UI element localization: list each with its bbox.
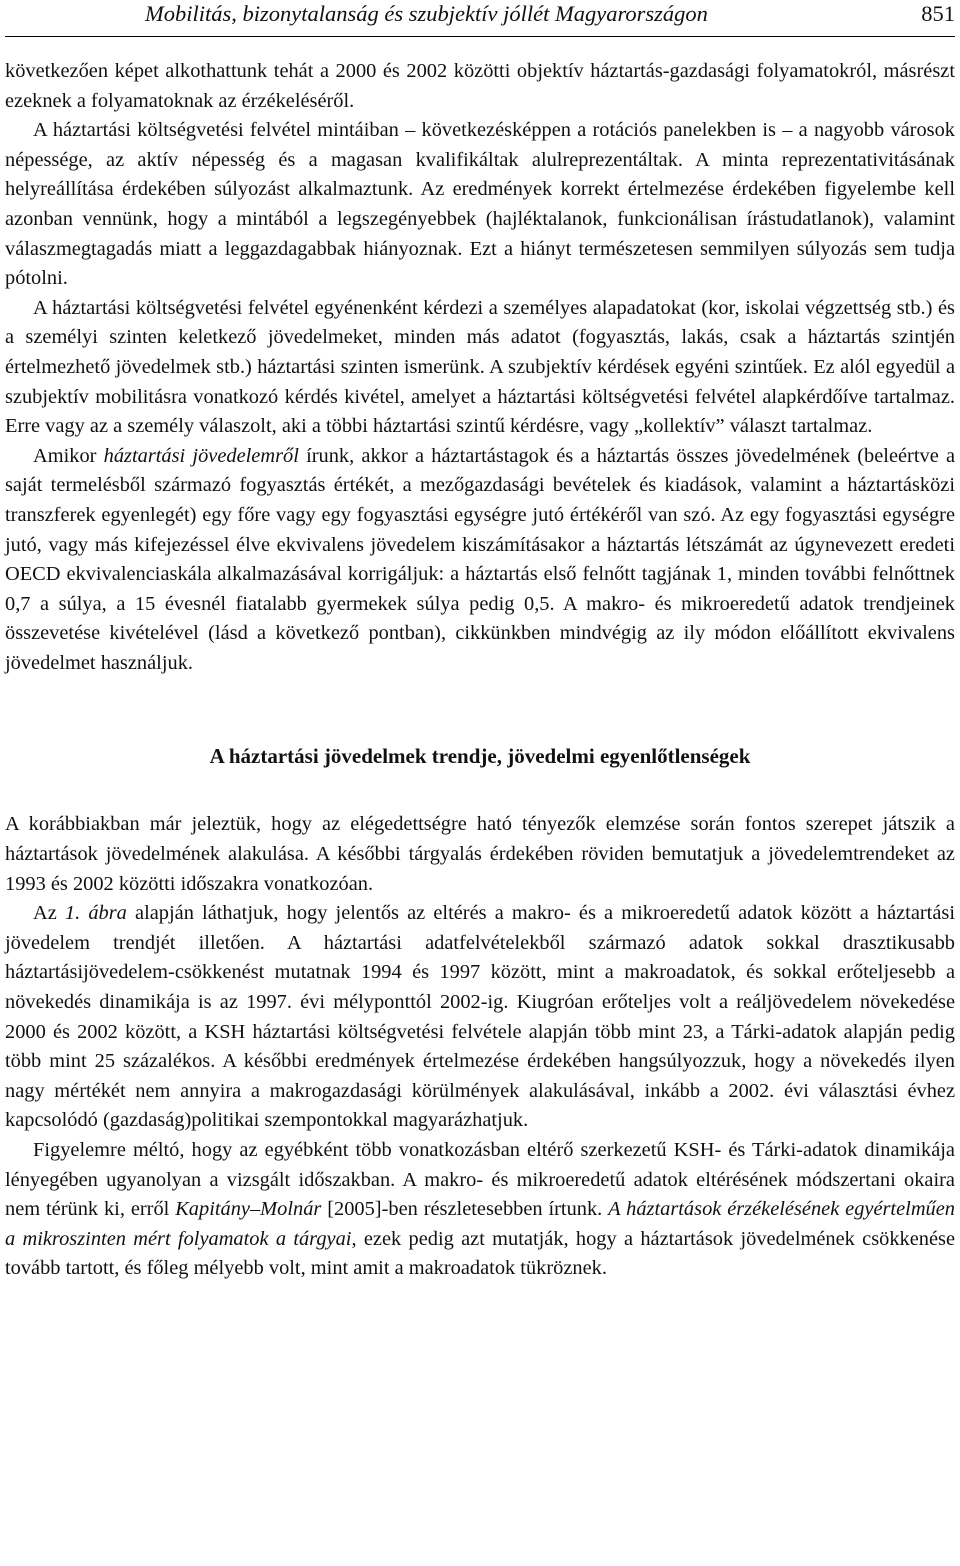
text-run: Az [33, 902, 65, 925]
running-title: Mobilitás, bizonytalanság és szubjektív jóllét Magyarországon [145, 1, 708, 26]
text-run: Amikor [33, 444, 104, 467]
citation-authors: Kapitány–Molnár [175, 1198, 322, 1221]
paragraph-household-income [5, 442, 955, 679]
paragraph-continuation: következően képet alkothattunk tehát a 2000 és 2002 közötti objektív háztartás-gazdasági folyamatokról, másrészt ezeknek a folyamatoknak az érzékeléséről. [5, 60, 955, 112]
paragraph-income-trends-intro: A korábbiakban már jeleztük, hogy az elégedettségre ható tényezők elemzése során fontos szerepet játszik a háztartások jövedelmének alakulása. A későbbi tárgyalás érdekében röviden bemutatjuk a jövedelemtrendeket az 1993 és 2002 közötti időszakra vonatkozóan. [5, 813, 955, 895]
document-body [5, 37, 955, 1284]
page-number: 851 [921, 1, 955, 26]
text-run: Figyelemre méltó, hogy az egyébként több vonatkozásban eltérő szerkezetű KSH- és Tárki-adatok dinamikája lényegében ugyanolyan a vizsgált időszakban. A makro- és mikroeredetű adatok eltérésének módszertani okaira nem térünk ki, erről [5, 1139, 955, 1221]
text-run: írunk, akkor a háztartástagok és a háztartás összes jövedelmének (beleértve a saját termelésből származó fogyasztás értékét, a mezőgazdasági bevételek és kiadások, valamint a háztartásközi transzferek egyenlegét) egy főre vagy egy fogyasztási egységre jutó értékéről van szó. Az egy fogyasztási egységre jutó, vagy más kifejezéssel élve ekvivalens jövedelem kiszámításakor a háztartás létszámát az úgynevezett eredeti OECD ekvivalenciaskála alkalmazásával korrigáljuk: a háztartás első felnőtt tagjának 1, minden további felnőttnek 0,7 a súlya, a 15 évesnél fiatalabb gyermekek súlya pedig 0,5. A makro- és mikroeredetű adatok trendjeinek összevetése kivételével (lásd a következő pontban), cikkünkben mindvégig az ily módon előállított ekvivalens jövedelmet használjuk. [5, 444, 955, 674]
running-header [5, 0, 955, 37]
paragraph-sample-weighting: A háztartási költségvetési felvétel mintáiban – következésképpen a rotációs panelekben is – a nagyobb városok népessége, az aktív népesség és a magasan kvalifikáltak alulreprezentáltak. A minta reprezentativitásának helyreállítása érdekében súlyozást alkalmaztunk. Az eredmények korrekt értelmezése érdekében figyelembe kell azonban vennünk, hogy a mintából a legszegényebbek (hajléktalanok, funkcionálisan írástudatlanok), valamint válaszmegtagadás miatt a leggazdagabbak hiányoznak. Ezt a hiányt természetesen semmilyen súlyozás sem tudja pótolni. [5, 119, 955, 290]
paragraph-survey-structure: A háztartási költségvetési felvétel egyénenként kérdezi a személyes alapadatokat (kor, iskolai végzettség stb.) és a személyi szinten keletkező jövedelmeket, minden más adatot (fogyasztás, lakás, csak a háztartás szintjén értelmezhető jövedelmek stb.) háztartási szinten ismerünk. A szubjektív kérdések egyéni szintűek. Ez alól egyedül a szubjektív mobilitásra vonatkozó kérdés kivétel, amelyet a háztartási költségvetési felvétel alapkérdőíve tartalmaz. Erre vagy az a személy válaszolt, aki a többi háztartási szintű kérdésre, vagy „kollektív” választ tartalmaz. [5, 296, 955, 438]
emphasis-term: háztartási jövedelemről [103, 444, 299, 467]
text-run: , ezek pedig azt mutatják, hogy a háztartások jövedelmének csökkenése tovább tartott, és főleg mélyebb volt, mint amit a makroadatok tükröznek. [5, 1227, 955, 1280]
text-run: alapján láthatjuk, hogy jelentős az eltérés a makro- és a mikroeredetű adatok között a háztartási jövedelem trendjét illetően. A háztartási adatfelvételekből származó adatok sokkal drasztikusabb háztartásijövedelem-csökkenést mutatnak 1994 és 1997 között, mint a makroadatok, és sokkal erőteljesebb a növekedés dinamikája is az 1997. évi mélyponttól 2002-ig. Kiugróan erőteljes volt a reáljövedelem növekedése 2000 és 2002 között, a KSH háztartási költségvetési felvétele alapján több mint 23, a Tárki-adatok alapján pedig több mint 25 százalékos. A későbbi eredmények értelmezése érdekében hangsúlyozzuk, hogy a növekedés ilyen nagy mértékét nem annyira a makrogazdasági körülmények alakulásával, inkább a 2002. évi választási évhez kapcsolódó (gazdaság)politikai szempontokkal magyarázhatjuk. [5, 902, 956, 1132]
paragraph-figure-reference [5, 899, 955, 1136]
figure-reference: 1. ábra [64, 902, 127, 925]
emphasis-sentence: A háztartások érzékelésének egyértelműen a mikroszinten mért folyamatok a tárgyai [5, 1198, 955, 1250]
section-heading: A háztartási jövedelmek trendje, jövedelmi egyenlőtlenségek [209, 744, 751, 769]
document-page [5, 0, 955, 1284]
text-run: [2005]-ben részletesebben írtunk. [321, 1198, 609, 1221]
paragraph-data-comparison [5, 1136, 955, 1284]
